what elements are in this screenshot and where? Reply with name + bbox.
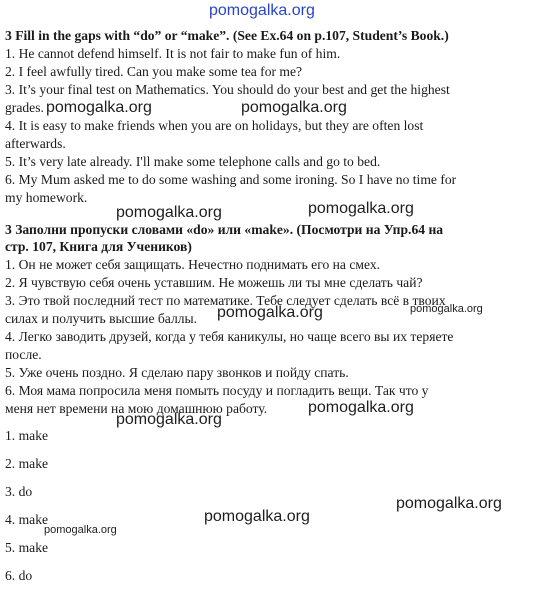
- answer-line: 6. do: [5, 568, 33, 583]
- answer-line: 5. make: [5, 540, 49, 555]
- russian-line: 5. Уже очень поздно. Я сделаю пару звонков и пойду спать.: [5, 365, 349, 380]
- russian-line: силах и получить высшие баллы.: [5, 311, 198, 326]
- english-line: afterwards.: [5, 136, 66, 151]
- english-line: 3. It’s your final test on Mathematics. You should do your best and get the highest: [5, 82, 450, 97]
- watermark: pomogalka.org: [116, 204, 222, 221]
- watermark: pomogalka.org: [410, 303, 483, 315]
- watermark: pomogalka.org: [46, 99, 152, 116]
- answer-line: 2. make: [5, 456, 49, 471]
- russian-line: 2. Я чувствую себя очень уставшим. Не можешь ли ты мне сделать чай?: [5, 275, 423, 290]
- answer-line: 3. do: [5, 484, 33, 499]
- english-line: 2. I feel awfully tired. Can you make some tea for me?: [5, 64, 303, 79]
- watermark: pomogalka.org: [44, 524, 117, 536]
- russian-line: 3. Это твой последний тест по математике. Тебе следует сделать всё в твоих: [5, 293, 446, 308]
- english-heading: 3 Fill in the gaps with “do” or “make”. (See Ex.64 on p.107, Student’s Book.): [5, 28, 449, 43]
- english-line: grades.: [5, 100, 44, 115]
- english-line: 4. It is easy to make friends when you are on holidays, but they are often lost: [5, 118, 424, 133]
- russian-heading: 3 Заполни пропуски словами «do» или «make». (Посмотри на Упр.64 на: [5, 222, 444, 237]
- english-line: 6. My Mum asked me to do some washing and some ironing. So I have no time for: [5, 172, 457, 187]
- watermark: pomogalka.org: [116, 411, 222, 428]
- answer-line: 4. make: [5, 512, 49, 527]
- english-line: my homework.: [5, 190, 88, 205]
- russian-line: после.: [5, 347, 42, 362]
- watermark: pomogalka.org: [204, 508, 310, 525]
- english-line: 1. He cannot defend himself. It is not fair to make fun of him.: [5, 46, 341, 61]
- watermark: pomogalka.org: [308, 200, 414, 217]
- watermark: pomogalka.org: [217, 304, 323, 321]
- english-line: 5. It’s very late already. I'll make some telephone calls and go to bed.: [5, 154, 381, 169]
- watermark: pomogalka.org: [396, 495, 502, 512]
- watermark: pomogalka.org: [308, 399, 414, 416]
- russian-line: 6. Моя мама попросила меня помыть посуду и погладить вещи. Так что у: [5, 383, 429, 398]
- russian-line: 4. Легко заводить друзей, когда у тебя каникулы, но чаще всего вы их теряете: [5, 329, 454, 344]
- watermark: pomogalka.org: [241, 99, 347, 116]
- watermark-top: pomogalka.org: [209, 2, 315, 19]
- russian-heading: стр. 107, Книга для Учеников): [5, 239, 192, 254]
- answer-line: 1. make: [5, 428, 49, 443]
- russian-line: меня нет времени на мою домашнюю работу.: [5, 401, 268, 416]
- russian-line: 1. Он не может себя защищать. Нечестно поднимать его на смех.: [5, 257, 381, 272]
